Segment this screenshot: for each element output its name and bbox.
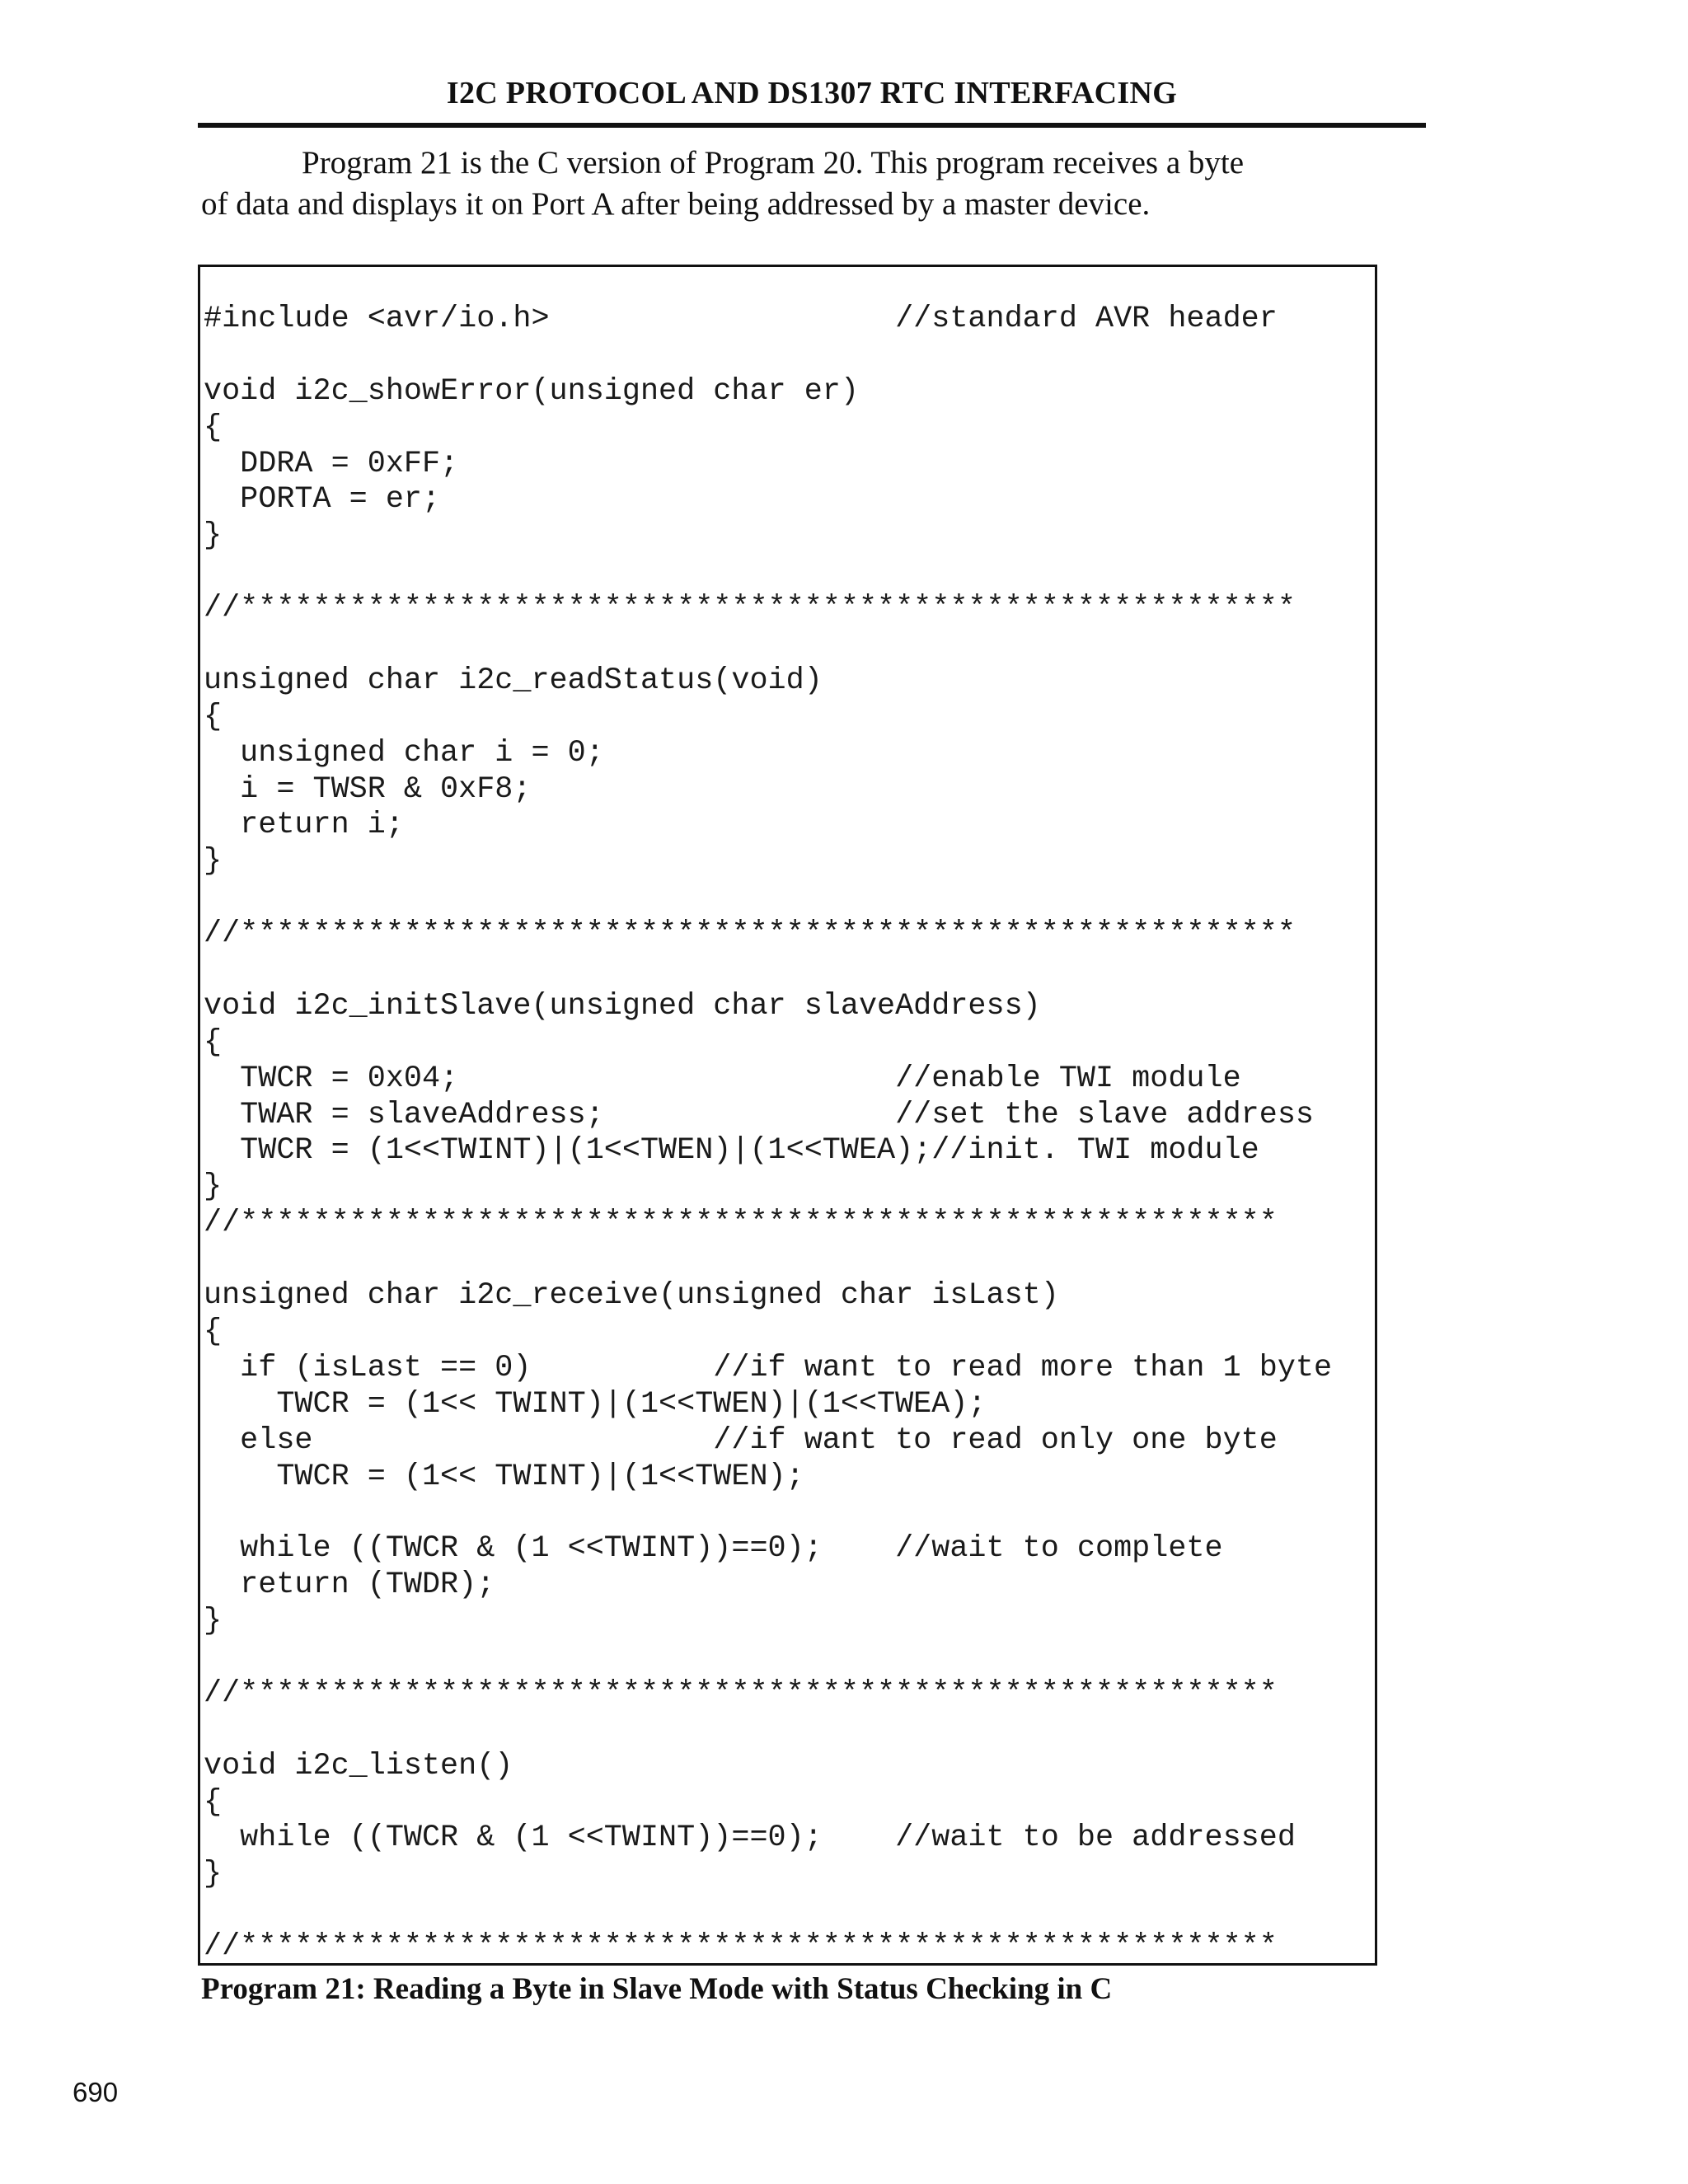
code-line: //********************************************************** [204, 591, 1296, 626]
code-line [204, 880, 1332, 916]
code-line: return i; [204, 808, 404, 843]
code-line: void i2c_initSlave(unsigned char slaveAddress) [204, 988, 1041, 1024]
code-line: TWCR = (1<< TWINT)|(1<<TWEN); [204, 1459, 804, 1494]
code-line: else //if want to read only one byte [204, 1422, 1278, 1458]
code-line: //********************************************************* [204, 1929, 1278, 1965]
code-line: } [204, 518, 223, 554]
code-line: TWCR = (1<< TWINT)|(1<<TWEN)|(1<<TWEA); [204, 1386, 987, 1422]
code-line [204, 1713, 1332, 1749]
code-line: DDRA = 0xFF; [204, 446, 459, 481]
code-listing [204, 302, 1332, 1966]
program-caption: Program 21: Reading a Byte in Slave Mode with Status Checking in C [201, 1972, 1113, 2006]
code-line: unsigned char i2c_receive(unsigned char isLast) [204, 1278, 1059, 1314]
code-line: //********************************************************* [204, 1675, 1278, 1711]
code-line: } [204, 1169, 223, 1205]
code-listing-box [198, 265, 1377, 1966]
page-number: 690 [73, 2077, 119, 2107]
code-line: TWAR = slaveAddress; //set the slave address [204, 1097, 1314, 1132]
code-line: unsigned char i = 0; [204, 735, 604, 771]
header-rule [198, 123, 1426, 128]
code-line [204, 953, 1332, 989]
code-line: { [204, 410, 223, 445]
code-line: { [204, 699, 223, 734]
code-line: #include <avr/io.h> //standard AVR header [204, 302, 1278, 336]
code-line: TWCR = 0x04; //enable TWI module [204, 1061, 1241, 1096]
code-line: unsigned char i2c_readStatus(void) [204, 663, 823, 698]
code-line: while ((TWCR & (1 <<TWINT))==0); //wait to complete [204, 1531, 1223, 1567]
code-line: PORTA = er; [204, 482, 441, 518]
code-line: TWCR = (1<<TWINT)|(1<<TWEN)|(1<<TWEA);//init. TWI module [204, 1133, 1259, 1169]
code-line [204, 1640, 1332, 1676]
code-line: if (isLast == 0) //if want to read more than 1 byte [204, 1350, 1333, 1385]
running-header-title: I2C PROTOCOL AND DS1307 RTC INTERFACING [446, 76, 1178, 110]
code-line: //********************************************************** [204, 916, 1296, 952]
code-line: i = TWSR & 0xF8; [204, 771, 532, 807]
code-line [204, 555, 1332, 591]
code-line [204, 1242, 1332, 1278]
intro-paragraph [201, 143, 1396, 225]
code-line: { [204, 1314, 223, 1349]
code-line: { [204, 1024, 223, 1060]
code-line: { [204, 1784, 223, 1820]
code-line [204, 1495, 1332, 1531]
code-line [204, 627, 1332, 663]
code-line: while ((TWCR & (1 <<TWINT))==0); //wait to be addressed [204, 1821, 1296, 1856]
code-line: } [204, 1604, 223, 1639]
code-line: } [204, 844, 223, 879]
code-line: void i2c_listen() [204, 1748, 513, 1783]
intro-line-1: Program 21 is the C version of Program 20. This program receives a byte [302, 145, 1245, 180]
code-line [204, 338, 1332, 374]
intro-line-2: of data and displays it on Port A after being addressed by a master device. [201, 186, 1151, 222]
code-line: //********************************************************* [204, 1206, 1278, 1241]
code-line: return (TWDR); [204, 1568, 495, 1603]
code-line: void i2c_showError(unsigned char er) [204, 373, 859, 409]
code-line [204, 1893, 1332, 1929]
code-line: } [204, 1857, 223, 1892]
